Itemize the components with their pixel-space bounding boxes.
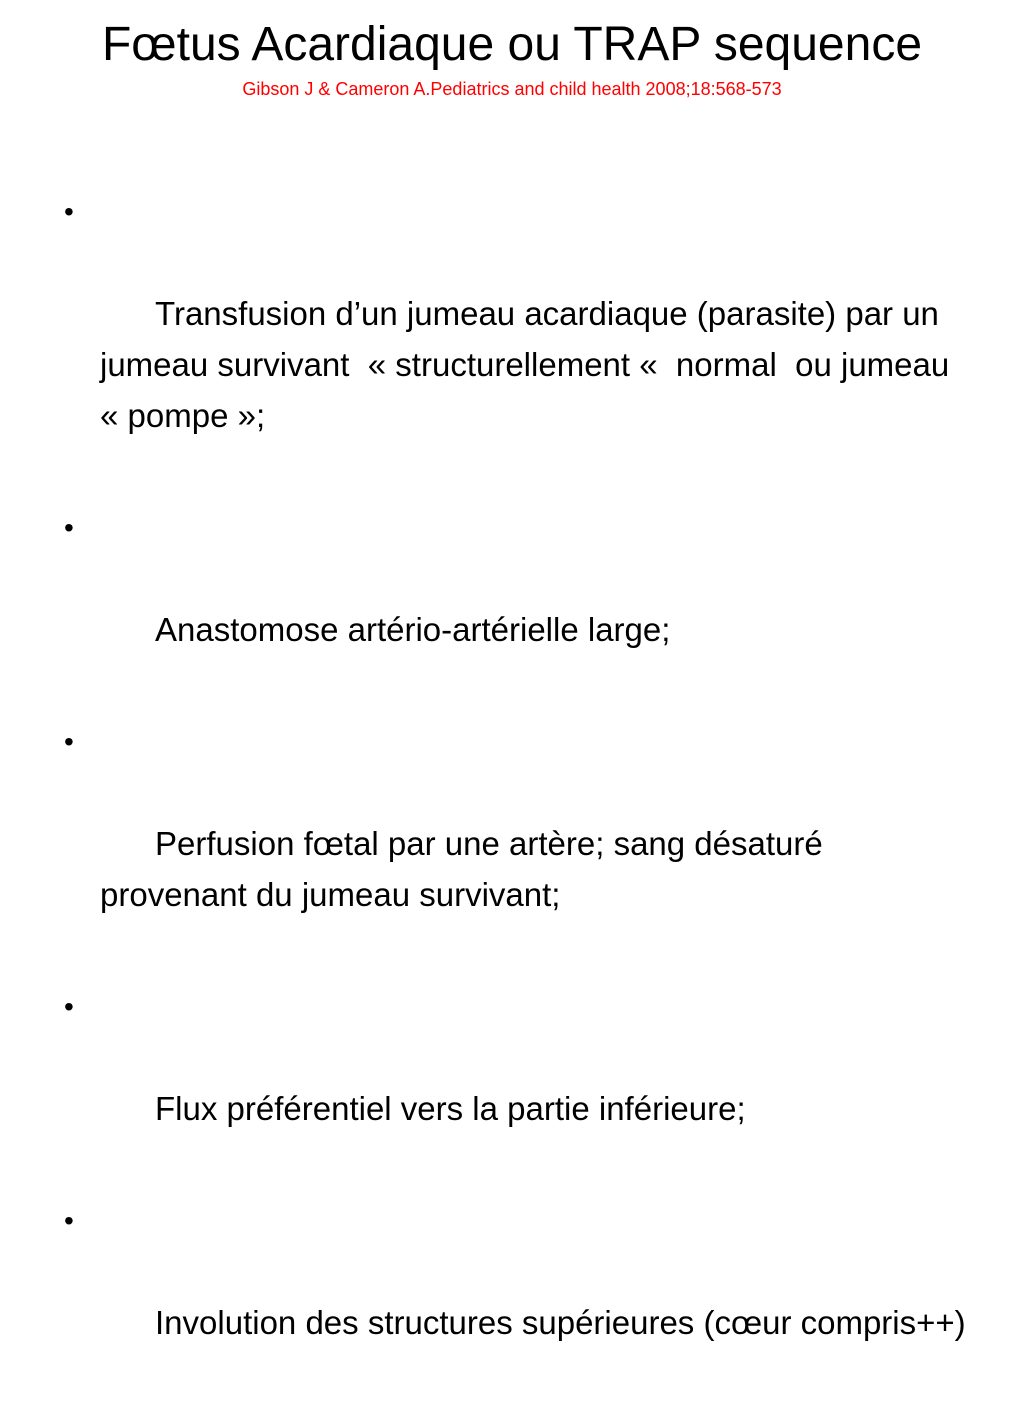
bullet-item	[62, 186, 972, 492]
bullet-text: Transfusion d’un jumeau acardiaque (parasite) par un jumeau survivant « structurellement « normal ou jumeau « pompe »;	[100, 295, 959, 434]
bullet-text: Perfusion fœtal par une artère; sang désaturé provenant du jumeau survivant;	[100, 825, 832, 913]
bullet-item	[62, 502, 972, 706]
bullet-text: Flux préférentiel vers la partie inférieure;	[155, 1090, 746, 1127]
bullet-list	[62, 186, 972, 1409]
bullet-item	[62, 1195, 972, 1399]
title-block	[0, 14, 1024, 102]
bullet-dot-icon: •	[64, 196, 74, 227]
bullet-dot-icon: •	[64, 991, 74, 1022]
bullet-item	[62, 716, 972, 971]
bullet-dot-icon: •	[64, 1205, 74, 1236]
citation: Gibson J & Cameron A.Pediatrics and child health 2008;18:568-573	[242, 79, 782, 99]
bullet-dot-icon: •	[64, 512, 74, 543]
bullet-item	[62, 981, 972, 1185]
slide-title: Fœtus Acardiaque ou TRAP sequence	[101, 18, 923, 71]
bullet-text: Anastomose artério-artérielle large;	[155, 611, 671, 648]
bullet-text: Involution des structures supérieures (cœur compris++)	[155, 1304, 966, 1341]
bullet-dot-icon: •	[64, 726, 74, 757]
